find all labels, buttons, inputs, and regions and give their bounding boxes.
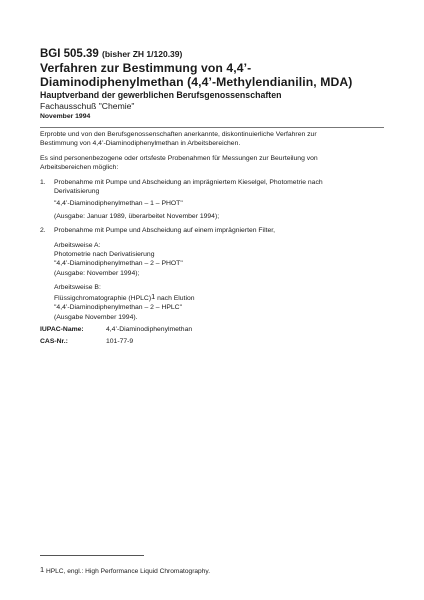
procedure-b-text-cont: nach Elution — [155, 294, 195, 302]
intro-paragraph-1-line-2: Bestimmung von 4,4’-Diaminodiphenylmethan in Arbeitsbereichen. — [40, 140, 241, 148]
procedure-b-text: Flüssigchromatographie (HPLC) — [54, 294, 152, 302]
publication-date: November 1994 — [40, 113, 91, 120]
item-1-edition: (Ausgabe: Januar 1989, überarbeitet November 1994); — [54, 212, 220, 220]
intro-paragraph-1-line-1: Erprobte und von den Berufsgenossenschaften anerkannte, diskontinuierliche Verfahren zur — [40, 131, 317, 138]
intro-paragraph-2-line-1: Es sind personenbezogene oder ortsfeste Probenahmen für Messungen zur Beurteilung von — [40, 154, 318, 162]
footnote-divider — [40, 555, 144, 556]
procedure-a-line-2: "4,4’-Diaminodiphenylmethan – 2 – PHOT" — [54, 260, 183, 268]
footnote-reference[interactable]: 1 — [151, 291, 156, 301]
document-body — [40, 130, 390, 347]
publisher: Hauptverband der gewerblichen Berufsgenossenschaften — [40, 90, 282, 100]
intro-paragraph-2-line-2: Arbeitsbereichen möglich: — [40, 164, 119, 172]
document-header — [40, 47, 390, 121]
list-item-1 — [40, 178, 390, 222]
item-2-line-1: Probenahme mit Pumpe und Abscheidung auf einem imprägnierten Filter, — [54, 227, 276, 235]
list-number: 2. — [40, 227, 46, 235]
list-item-2 — [40, 226, 390, 322]
procedure-b-line-3: (Ausgabe November 1994). — [54, 313, 138, 321]
cas-label: CAS-Nr.: — [40, 338, 68, 346]
document-title — [40, 61, 390, 89]
title-line-2: Diaminodiphenylmethan (4,4’-Methylendianilin, MDA) — [40, 75, 353, 89]
document-number: BGI 505.39 — [40, 48, 99, 60]
cas-row — [40, 337, 390, 346]
procedure-a-line-3: (Ausgabe: November 1994); — [54, 269, 140, 277]
footnote-text: HPLC, engl.: High Performance Liquid Chromatography. — [44, 568, 211, 575]
item-1-line-2: Derivatisierung — [54, 188, 100, 196]
iupac-label: IUPAC-Name: — [40, 325, 84, 333]
header-divider — [40, 127, 384, 128]
footnote — [40, 566, 390, 576]
committee: Fachausschuß "Chemie" — [40, 101, 135, 111]
iupac-value: 4,4’-Diaminodiphenylmethan — [106, 325, 193, 333]
list-number: 1. — [40, 178, 46, 186]
procedure-b-line-2: "4,4’-Diaminodiphenylmethan – 2 – HPLC" — [54, 304, 182, 312]
previous-document-number: (bisher ZH 1/120.39) — [102, 49, 183, 59]
item-1-line-1: Probenahme mit Pumpe und Abscheidung an imprägniertem Kieselgel, Photometrie nach — [54, 178, 323, 186]
procedure-b-title: Arbeitsweise B: — [54, 284, 101, 292]
intro-paragraph-2 — [40, 154, 390, 173]
cas-value: 101-77-9 — [106, 338, 134, 346]
document-id — [40, 47, 390, 61]
intro-paragraph-1 — [40, 130, 390, 149]
procedure-b-line-1 — [54, 293, 390, 303]
title-line-1: Verfahren zur Bestimmung von 4,4’- — [40, 61, 252, 75]
procedure-a-line-1: Photometrie nach Derivatisierung — [54, 251, 155, 259]
footnote-mark: 1 — [40, 565, 45, 574]
item-1-method-name: "4,4’-Diaminodiphenylmethan – 1 – PHOT" — [54, 200, 183, 208]
iupac-row — [40, 325, 390, 334]
procedure-a-title: Arbeitsweise A: — [54, 241, 101, 249]
